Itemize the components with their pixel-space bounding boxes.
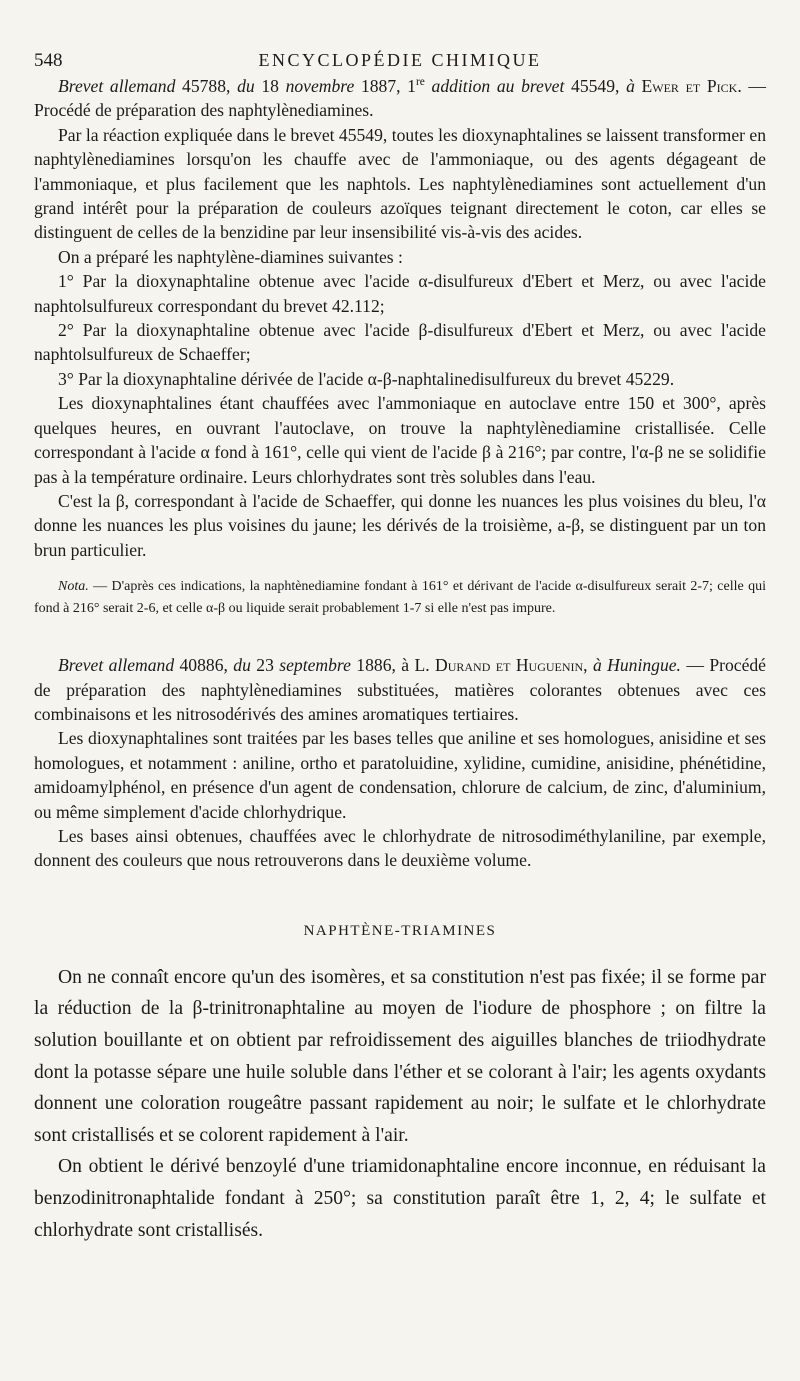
patent-2-procedure: — Procédé de préparation des naphtylènediamines substituées, matières colorantes obtenues avec ces combinaisons et les nitrosodérivés des amines aromatiques tertiaires. (34, 655, 766, 724)
patent-1-list-item-2: 2° Par la dioxynaphtaline obtenue avec l'acide β-disulfureux d'Ebert et Merz, ou avec l'acide naphtolsulfureux de Schaeffer; (34, 320, 766, 365)
patent-1-list-item-3: 3° Par la dioxynaphtaline dérivée de l'acide α-β-naphtalinedisulfureux du brevet 45229. (58, 368, 675, 389)
patent-2-section (34, 653, 766, 873)
patent-2-place: à Huningue. (587, 655, 681, 676)
note-label: Nota. (58, 579, 89, 595)
patent-2-paragraph-1: Les dioxynaphtalines sont traitées par les bases telles que aniline et ses homologues, anisidine et ses homologues, et notamment : aniline, ortho et paratoluidine, xylidine, cumidine, anisidine, phénétidine, amidoamylphénol, en présence d'un agent de condensation, chlorure de calcium, de zinc, d'aluminium, ou même simplement d'acide chlorhydrique. (34, 728, 766, 822)
patent-1-a: à (626, 76, 635, 96)
patent-1-paragraph-4: C'est la β, correspondant à l'acide de Schaeffer, qui donne les nuances les plus voisines du bleu, l'α donne les nuances les plus voisines du jaune; les dérivés de la troisième, a-β, se distinguent par un ton brun particulier. (34, 490, 766, 560)
patent-1-paragraph-2: On a préparé les naphtylène-diamines suivantes : (58, 246, 403, 267)
patent-1-section (34, 74, 766, 619)
triamines-section (34, 962, 766, 1246)
running-title: ENCYCLOPÉDIE CHIMIQUE (258, 50, 542, 70)
patent-2-date-prefix: du (233, 655, 251, 676)
patent-2-authors: Durand et Huguenin, (435, 655, 588, 676)
patent-1-heading (34, 74, 766, 123)
patent-1-title: Brevet allemand (58, 76, 176, 96)
patent-2-title: Brevet allemand (58, 655, 175, 676)
page-number: 548 (34, 50, 63, 71)
patent-1-procedure: — Procédé de préparation des naphtylènediamines. (34, 76, 766, 121)
note-text: — D'après ces indications, la naphtènediamine fondant à 161° et dérivant de l'acide α-disulfureux serait 2-7; celle qui fond à 216° serait 2-6, et celle α-β ou liquide serait probablement 1-7 si elle n'est pas impure. (34, 579, 766, 616)
patent-1-paragraph-1: Par la réaction expliquée dans le brevet 45549, toutes les dioxynaphtalines se laissent transformer en naphtylènediamines lorsqu'on les chauffe avec de l'ammoniaque, ou des agents dégageant de l'ammoniaque, et plus facilement que les naphtols. Les naphtylènediamines sont actuellement d'un grand intérêt pour la préparation de couleurs azoïques teignant directement le coton, car elles se distinguent de celles de la benzidine par leur insensibilité vis-à-vis des acides. (34, 124, 766, 243)
patent-2-year: 1886, à L. (350, 655, 436, 676)
section-title: NAPHTÈNE-TRIAMINES (303, 922, 497, 939)
patent-2-heading (34, 653, 766, 726)
patent-1-addition-number: 45549, (564, 76, 627, 96)
patent-1-month: novembre (285, 76, 355, 96)
patent-1-authors: Ewer et Pick. (641, 76, 742, 96)
patent-1-note (34, 576, 766, 619)
patent-2-day: 23 (250, 655, 280, 676)
patent-1-year: 1887, 1 (354, 76, 416, 96)
patent-2-paragraph-2: Les bases ainsi obtenues, chauffées avec le chlorhydrate de nitrosodiméthylaniline, par exemple, donnent des couleurs que nous retrouverons dans le deuxième volume. (34, 825, 766, 871)
triamines-paragraph-1: On ne connaît encore qu'un des isomères, et sa constitution n'est pas fixée; il se forme par la réduction de la β-trinitronaphtaline au moyen de l'iodure de phosphore ; on filtre la solution bouillante et on obtient par refroidissement des aiguilles blanches de triiodhydrate dont la potasse sépare une huile soluble dans l'éther et se colorant à l'air; les agents oxydants donnent une coloration rougeâtre passant rapidement au noir; le sulfate et le chlorhydrate sont cristallisés et se colorent rapidement à l'air. (34, 966, 766, 1146)
patent-2-month: septembre (279, 655, 351, 676)
triamines-paragraph-2: On obtient le dérivé benzoylé d'une triamidonaphtaline encore inconnue, en réduisant la benzodinitronaphtalide fondant à 250°; sa constitution paraît être 1, 2, 4; le sulfate et chlorhydrate sont cristallisés. (34, 1156, 766, 1241)
patent-1-paragraph-3: Les dioxynaphtalines étant chauffées avec l'ammoniaque en autoclave entre 150 et 300°, après quelques heures, en ouvrant l'autoclave, on trouve la naphtylènediamine cristallisée. Celle correspondant à l'acide α fond à 161°, celle qui vient de l'acide β à 216°; par contre, l'α-β ne se solidifie pas à la température ordinaire. Leurs chlorhydrates sont très solubles dans l'eau. (34, 393, 766, 487)
patent-1-superscript: re (415, 76, 425, 89)
patent-2-number: 40886, (174, 655, 234, 676)
patent-1-day: 18 (254, 76, 286, 96)
patent-1-date-prefix: du (237, 76, 255, 96)
patent-1-number: 45788, (175, 76, 238, 96)
page-header (34, 44, 766, 74)
patent-1-list-item-1: 1° Par la dioxynaphtaline obtenue avec l'acide α-disulfureux d'Ebert et Merz, ou avec l'acide naphtolsulfureux correspondant du brevet 42.112; (34, 271, 766, 316)
patent-1-addition: addition au brevet (424, 76, 565, 96)
